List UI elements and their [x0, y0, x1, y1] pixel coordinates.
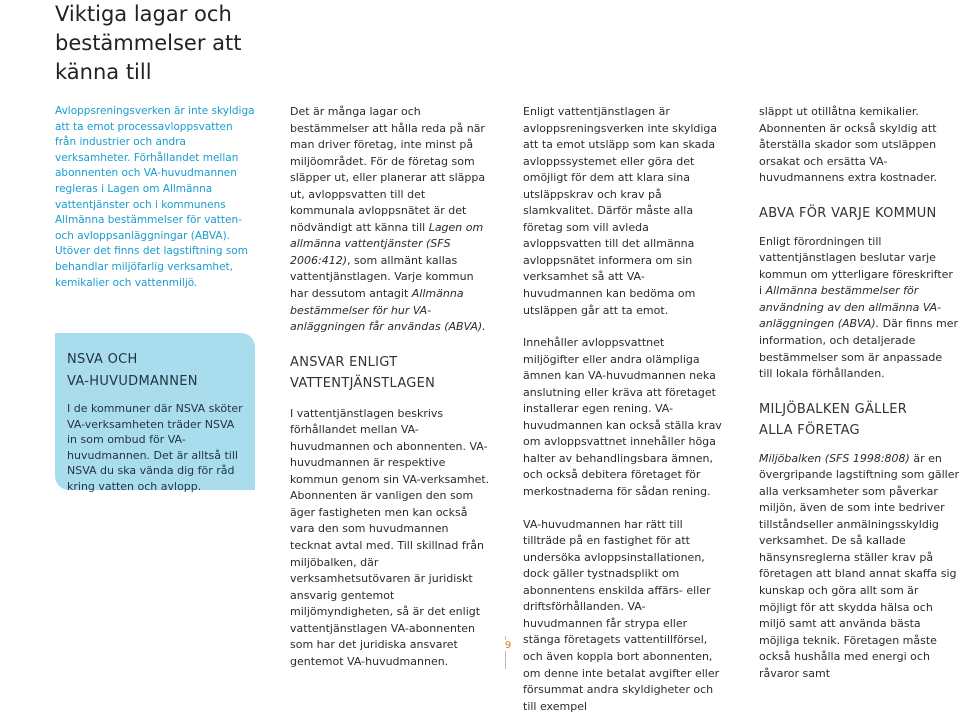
laws-text-a: Det är många lagar och bestämmelser att hålla reda på när man driver företag, inte minst på miljöområdet. För de företag som släpper ut, eller planerar att släppa ut, avloppsvatten till det kommunala avloppsnätet är det nödvändigt att känna till	[290, 105, 486, 234]
law-name-abva: Allmänna bestämmelser för hur VA-anläggningen får användas (ABVA).	[290, 287, 486, 334]
laws-paragraph	[290, 104, 490, 336]
heading-abva: ABVA FÖR VARJE KOMMUN	[759, 205, 937, 221]
column-3	[523, 104, 723, 715]
miljobalken-paragraph	[759, 451, 959, 683]
page-number: 9	[498, 640, 518, 651]
miljobalken-law-name: Miljöbalken (SFS 1998:808)	[759, 451, 910, 465]
heading-ansvar-line1: ANSVAR ENLIGT	[290, 354, 398, 370]
col3-paragraph-1: Enligt vattentjänstlagen är avloppsreningsverken inte skyldiga att ta emot utsläpp som kan skada avloppssystemet eller göra det omöjligt för dem att klara sina utsläppskrav och krav på slamkvalitet. Därför måste alla företag som vill avleda avloppsvatten till det allmänna avloppsnätet informera om sin verksamhet så att VA-huvudmannen kan bedöma om utsläppen går att ta emot.	[523, 105, 718, 317]
abva-paragraph	[759, 234, 959, 383]
abva-text-a: Enligt förordningen till vattentjänstlagen beslutar varje kommun om ytterligare föreskrifter i	[759, 234, 953, 298]
intro-column	[55, 104, 255, 291]
ansvar-paragraph: I vattentjänstlagen beskrivs förhållandet mellan VA-huvudmannen och abonnenten. VA-huvudmannen är respektive kommun genom sin VA-verksamhet. Abonnenten är vanligen den som äger fastigheten men kan också vara den som huvudmannen tecknat avtal med. Till skillnad från miljöbalken, där verksamhetsutövaren är juridiskt ansvarig gentemot miljömyndigheten, så är det enligt vattentjänstlagen VA-abonnenten som har det juridiska ansvaret gentemot VA-huvudmannen.	[290, 406, 490, 668]
column-2	[290, 104, 490, 670]
abva-law-name: Allmänna bestämmelser för användning av den allmänna VA-anläggningen (ABVA).	[759, 284, 942, 331]
col3-paragraph-3: VA-huvudmannen har rätt till tillträde på en fastighet för att undersöka avloppsinstallationen, dock gäller tystnadsplikt om abonnentens enskilda affärs- eller driftsförhållanden. VA-huvudmannen får strypa eller stänga företagets vattentillförsel, och även koppla bort abonnenten, om denne inte betalat avgifter eller försummat andra skyldigheter och till exempel	[523, 517, 720, 713]
col4-paragraph-1: släppt ut otillåtna kemikalier. Abonnenten är också skyldig att återställa skador som utsläppen orsakat och ersätta VA-huvudmannens extra kostnader.	[759, 105, 938, 185]
heading-ansvar-line2: VATTENTJÄNSTLAGEN	[290, 375, 436, 391]
laws-text-b: , som allmänt kallas vattentjänstlagen. Varje kommun har dessutom antagit	[290, 253, 474, 301]
nsva-info-box	[55, 333, 255, 493]
intro-text: Avloppsreningsverken är inte skyldiga att ta emot processavloppsvatten från industrier och andra verksamheter. Förhållandet mellan abonnenten och VA-huvudmannen regleras i Lagen om Allmänna vattentjänster och i kommunens Allmänna bestämmelser för vatten- och avloppsanläggningar (ABVA). Utöver det finns det lagstiftning som behandlar miljöfarlig verksamhet, kemikalier och vattenmiljö.	[55, 105, 255, 289]
box-heading-line1: NSVA OCH	[67, 352, 138, 367]
col3-paragraph-2: Innehåller avloppsvattnet miljögifter eller andra olämpliga ämnen kan VA-huvudmannen neka anslutning eller kräva att företaget installerar egen rening. VA-huvudmannen kan också ställa krav om avloppsvattnet innehåller höga halter av behandlingsbara ämnen, och också debitera företaget för merkostnaderna för sådan rening.	[523, 336, 722, 499]
heading-miljobalken-line2: ALLA FÖRETAG	[759, 422, 860, 438]
column-4	[759, 104, 959, 682]
law-name-vattentjanster: Lagen om allmänna vattentjänster (SFS 2006:412)	[290, 220, 484, 267]
abva-text-b: Där finns mer information, och detaljerade bestämmelser som är anpassade till lokala förhållanden.	[759, 317, 958, 381]
heading-miljobalken-line1: MILJÖBALKEN GÄLLER	[759, 401, 908, 417]
miljobalken-text: är en övergripande lagstiftning som gäller alla verksamheter som påverkar miljön, även de som inte bedriver tillståndseller anmälningsskyldig verksamhet. De så kallade hänsynsreglerna ställer krav på företagen att bland annat skaffa sig kunskap och göra allt som är möjligt för att skydda hälsa och miljö samt att använda bästa möjliga teknik. Företagen måste också hushålla med energi och råvaror samt	[759, 451, 959, 680]
box-heading-line2: VA-HUVUDMANNEN	[67, 374, 198, 389]
box-text: I de kommuner där NSVA sköter VA-verksamheten träder NSVA in som ombud för VA-huvudmannen. Det är alltså till NSVA du ska vända dig för råd kring vatten och avlopp.	[67, 402, 243, 493]
page-title: Viktiga lagar och bestämmelser att känna till	[55, 2, 242, 84]
